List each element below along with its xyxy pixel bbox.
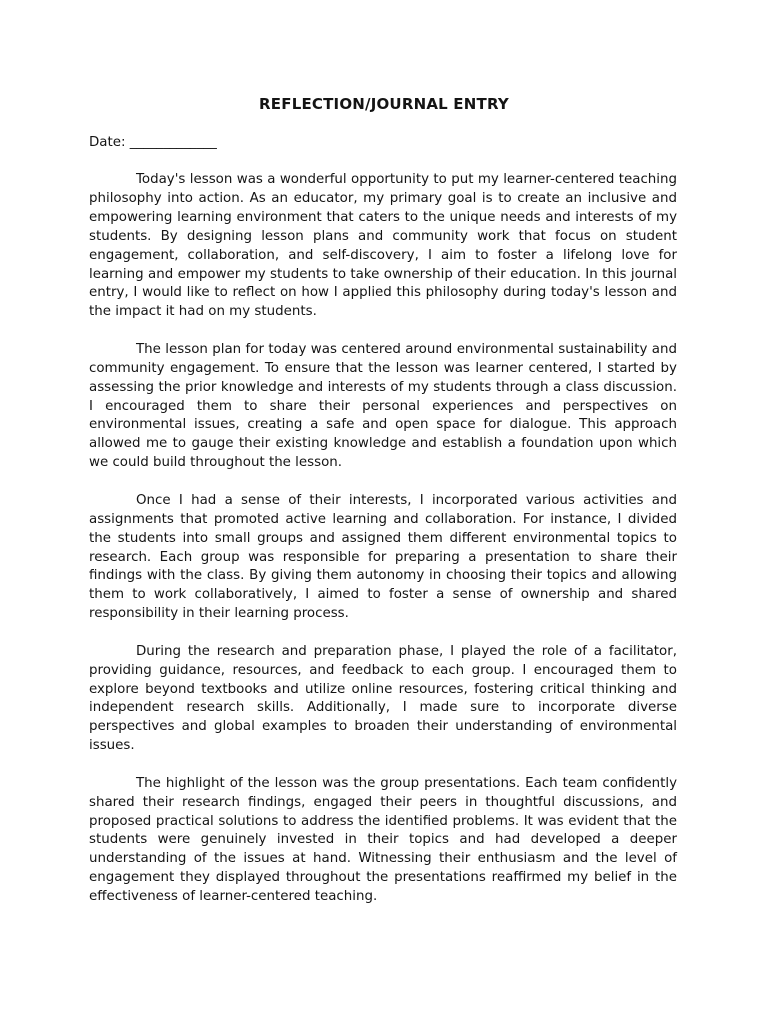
document-title: REFLECTION/JOURNAL ENTRY bbox=[259, 95, 509, 113]
document-body bbox=[89, 171, 677, 926]
paragraph-1: Today's lesson was a wonderful opportunity to put my learner-centered teaching philosophy into action. As an educator, my primary goal is to create an inclusive and empowering learning environment that caters to the unique needs and interests of my students. By designing lesson plans and community work that focus on student engagement, collaboration, and self-discovery, I aim to foster a lifelong love for learning and empower my students to take ownership of their education. In this journal entry, I would like to reflect on how I applied this philosophy during today's lesson and the impact it had on my students. bbox=[89, 172, 677, 320]
paragraph-2: The lesson plan for today was centered around environmental sustainability and community engagement. To ensure that the lesson was learner centered, I started by assessing the prior knowledge and interests of my students through a class discussion. I encouraged them to share their personal experiences and perspectives on environmental issues, creating a safe and open space for dialogue. This approach allowed me to gauge their existing knowledge and establish a foundation upon which we could build throughout the lesson. bbox=[89, 341, 677, 471]
paragraph-5: The highlight of the lesson was the group presentations. Each team confidently shared their research findings, engaged their peers in thoughtful discussions, and proposed practical solutions to address the identified problems. It was evident that the students were genuinely invested in their topics and had developed a deeper understanding of the issues at hand. Witnessing their enthusiasm and the level of engagement they displayed throughout the presentations reaffirmed my belief in the effectiveness of learner-centered teaching. bbox=[89, 775, 677, 905]
paragraph-4: During the research and preparation phase, I played the role of a facilitator, providing guidance, resources, and feedback to each group. I encouraged them to explore beyond textbooks and utilize online resources, fostering critical thinking and independent research skills. Additionally, I made sure to incorporate diverse perspectives and global examples to broaden their understanding of environmental issues. bbox=[89, 643, 677, 754]
paragraph-3: Once I had a sense of their interests, I incorporated various activities and assignments that promoted active learning and collaboration. For instance, I divided the students into small groups and assigned them different environmental topics to research. Each group was responsible for preparing a presentation to share their findings with the class. By giving them autonomy in choosing their topics and allowing them to work collaboratively, I aimed to foster a sense of ownership and shared responsibility in their learning process. bbox=[89, 492, 677, 622]
date-line: Date: _____________ bbox=[89, 135, 217, 150]
